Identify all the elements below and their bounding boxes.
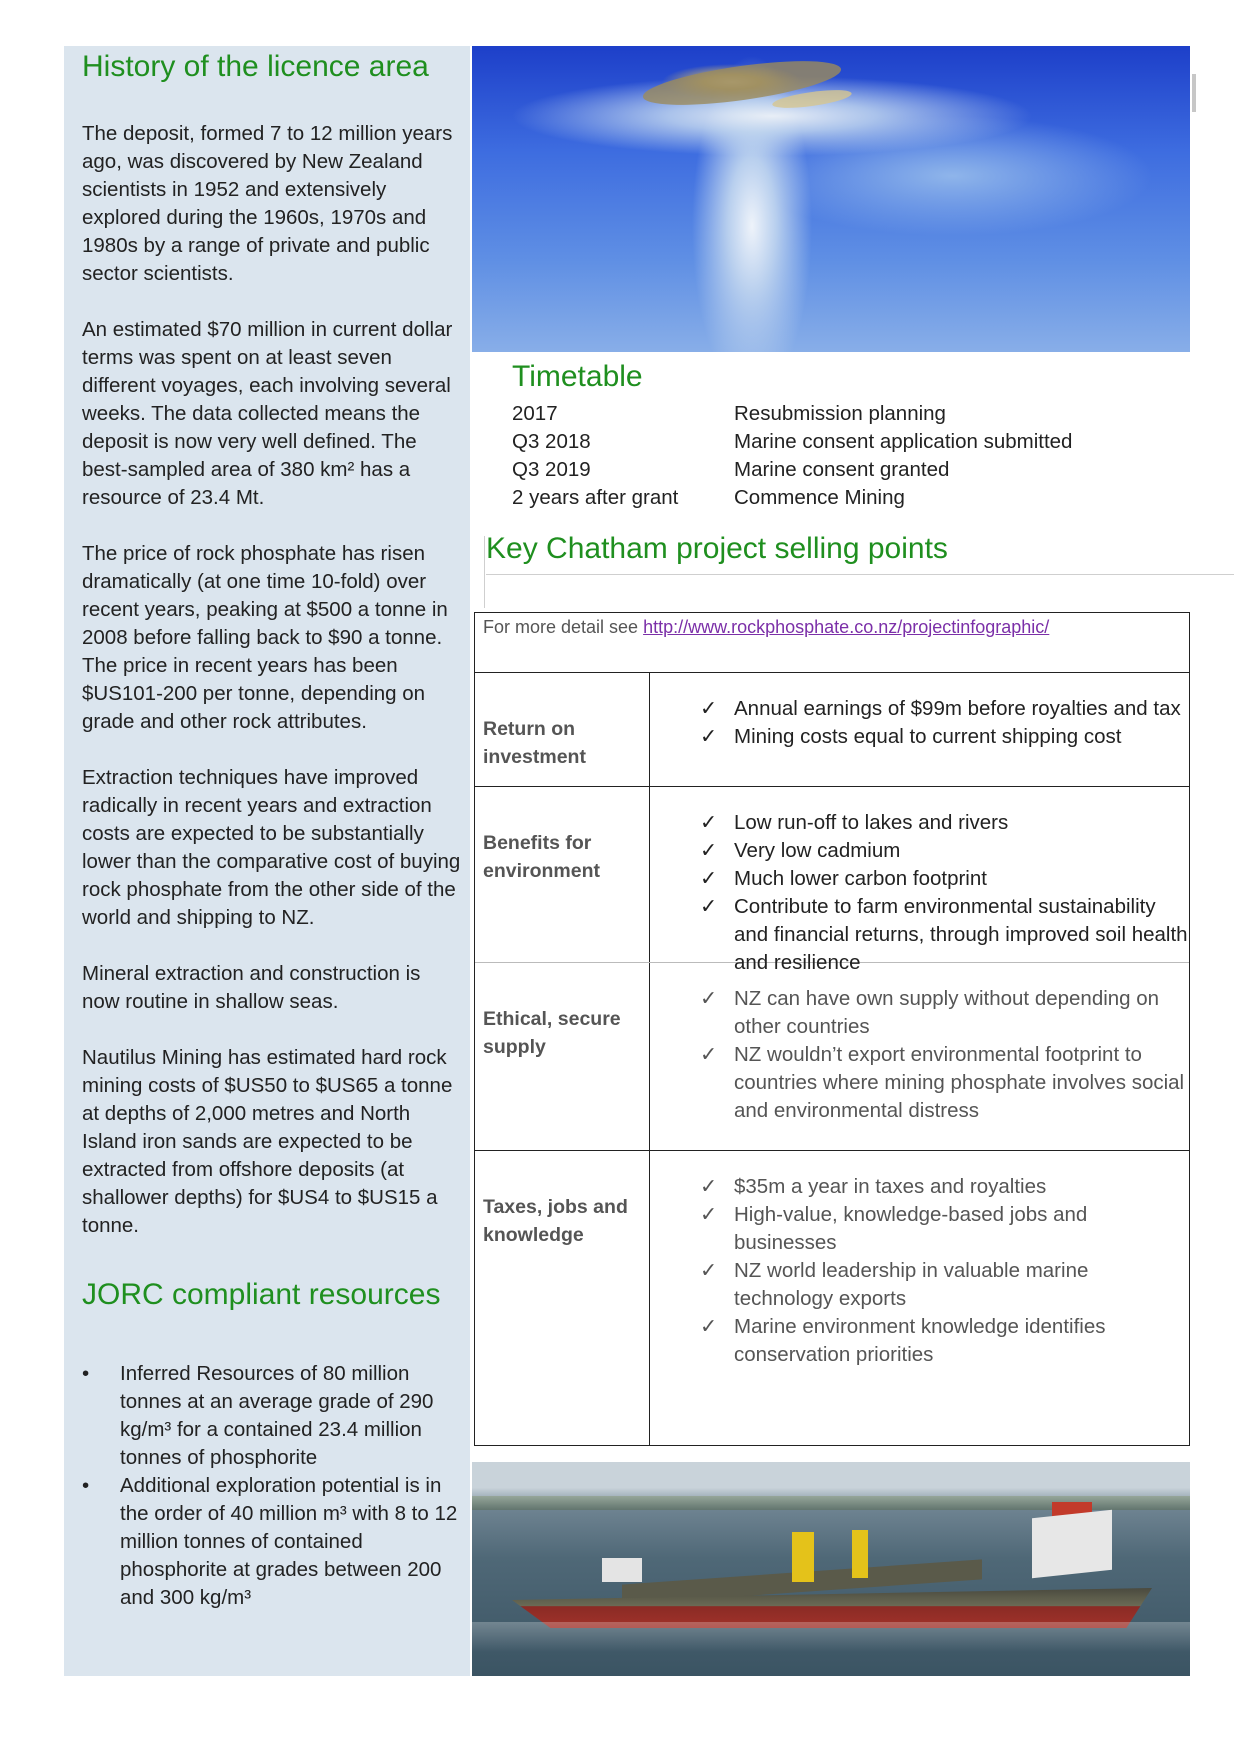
ship-bridge	[1032, 1510, 1112, 1578]
timetable-what: Commence Mining	[734, 486, 905, 509]
timetable-when: 2 years after grant	[512, 486, 679, 509]
row-label: Taxes, jobs and knowledge	[483, 1196, 628, 1246]
ship-crane	[852, 1530, 868, 1578]
checkmark-icon: ✓	[700, 987, 718, 1010]
history-paragraph: Nautilus Mining has estimated hard rock mining costs of $US50 to $US65 a tonne at depths of 2,000 metres and North Island iron sands are expected to be extracted from offshore deposits (at shallower depths) for $US4 to $US15 a tonne.	[82, 1046, 453, 1237]
more-detail-prefix: For more detail see	[483, 617, 644, 637]
bullet-icon: •	[82, 1474, 90, 1497]
list-item	[650, 1041, 1190, 1125]
history-title: History of the licence area	[82, 50, 429, 83]
list-item	[650, 985, 1190, 1041]
row-cell	[649, 1151, 1190, 1445]
list-item	[650, 1313, 1190, 1369]
item-text: Low run-off to lakes and rivers	[734, 811, 1009, 834]
checklist	[650, 695, 1190, 751]
list-item	[650, 837, 1190, 865]
jorc-title: JORC compliant resources	[82, 1278, 441, 1311]
item-text: Very low cadmium	[734, 839, 901, 862]
divider	[486, 574, 1234, 575]
history-paragraph: The deposit, formed 7 to 12 million years ago, was discovered by New Zealand scientists in 1952 and extensively explored during the 1960s, 1970s and 1980s by a range of private and public sector scientists.	[82, 122, 453, 285]
table-row	[475, 1151, 1189, 1445]
checklist	[650, 1173, 1190, 1369]
seafloor-map-image	[472, 46, 1190, 352]
item-text: Contribute to farm environmental sustainability and financial returns, through improved soil health and resilience	[734, 895, 1188, 974]
checkmark-icon: ✓	[700, 1043, 718, 1066]
item-text: NZ wouldn’t export environmental footprint to countries where mining phosphate involves social and environmental distress	[734, 1043, 1185, 1122]
row-cell	[649, 673, 1190, 786]
timetable-what: Marine consent application submitted	[734, 430, 1073, 453]
checkmark-icon: ✓	[700, 839, 718, 862]
table-row	[475, 673, 1189, 787]
list-item	[82, 1472, 462, 1612]
list-item	[650, 1201, 1190, 1257]
item-text: Marine environment knowledge identifies conservation priorities	[734, 1315, 1106, 1366]
selling-points-table	[474, 612, 1190, 1446]
row-cell	[649, 787, 1190, 974]
list-item	[650, 723, 1190, 751]
checkmark-icon: ✓	[700, 725, 718, 748]
checkmark-icon: ✓	[700, 1259, 718, 1282]
list-item	[650, 695, 1190, 723]
item-text: NZ world leadership in valuable marine technology exports	[734, 1259, 1089, 1310]
timetable-title: Timetable	[512, 360, 643, 393]
checkmark-icon: ✓	[700, 811, 718, 834]
scrollbar-handle[interactable]	[1192, 74, 1196, 112]
item-text: Annual earnings of $99m before royalties and tax	[734, 697, 1181, 720]
table-row	[475, 963, 1189, 1151]
checkmark-icon: ✓	[700, 1175, 718, 1198]
row-cell	[649, 963, 1190, 1150]
more-detail-text	[483, 617, 1049, 638]
item-text: NZ can have own supply without depending on other countries	[734, 987, 1160, 1038]
infographic-link[interactable]: http://www.rockphosphate.co.nz/projectinfographic/	[643, 617, 1050, 637]
bullet-text: Additional exploration potential is in the order of 40 million m³ with 8 to 12 million tonnes of contained phosphorite at grades between 200 and 300 kg/m³	[120, 1474, 458, 1609]
ship-crane	[792, 1532, 814, 1582]
list-item	[650, 1173, 1190, 1201]
item-text: Mining costs equal to current shipping cost	[734, 725, 1122, 748]
timetable-when: 2017	[512, 402, 558, 425]
timetable-when: Q3 2018	[512, 430, 591, 453]
checklist	[650, 809, 1190, 977]
item-text: $35m a year in taxes and royalties	[734, 1175, 1047, 1198]
checkmark-icon: ✓	[700, 895, 718, 918]
dredging-ship-image	[472, 1462, 1190, 1676]
list-item	[82, 1360, 462, 1472]
history-body	[82, 120, 462, 1268]
checkmark-icon: ✓	[700, 867, 718, 890]
history-paragraph: Mineral extraction and construction is now routine in shallow seas.	[82, 962, 421, 1013]
table-row	[475, 787, 1189, 974]
history-paragraph: Extraction techniques have improved radically in recent years and extraction costs are expected to be substantially lower than the comparative cost of buying rock phosphate from the other side of the world and shipping to NZ.	[82, 766, 461, 929]
jorc-bullet-list	[82, 1360, 462, 1612]
checkmark-icon: ✓	[700, 697, 718, 720]
divider	[484, 536, 485, 608]
bullet-text: Inferred Resources of 80 million tonnes at an average grade of 290 kg/m³ for a contained 23.4 million tonnes of phosphorite	[120, 1362, 434, 1469]
row-label: Return on investment	[483, 718, 586, 768]
checkmark-icon: ✓	[700, 1203, 718, 1226]
bullet-icon: •	[82, 1362, 90, 1385]
item-text: High-value, knowledge-based jobs and businesses	[734, 1203, 1088, 1254]
item-text: Much lower carbon footprint	[734, 867, 987, 890]
ship-bow-house	[602, 1558, 642, 1582]
checkmark-icon: ✓	[700, 1315, 718, 1338]
row-label: Ethical, secure supply	[483, 1008, 621, 1058]
ship-wake	[472, 1622, 1190, 1652]
checklist	[650, 985, 1190, 1125]
history-paragraph: The price of rock phosphate has risen dramatically (at one time 10-fold) over recent years, peaking at $500 a tonne in 2008 before falling back to $90 a tonne. The price in recent years has been $US101-200 per tonne, depending on grade and other rock attributes.	[82, 542, 448, 733]
list-item	[650, 809, 1190, 837]
row-label: Benefits for environment	[483, 832, 601, 882]
list-item	[650, 865, 1190, 893]
timetable-what: Resubmission planning	[734, 402, 946, 425]
timetable-when: Q3 2019	[512, 458, 591, 481]
history-paragraph: An estimated $70 million in current dollar terms was spent on at least seven different voyages, each involving several weeks. The data collected means the deposit is now very well defined. The best-sampled area of 380 km² has a resource of 23.4 Mt.	[82, 318, 453, 509]
table-header	[475, 613, 1189, 673]
selling-points-title: Key Chatham project selling points	[486, 532, 948, 565]
list-item	[650, 1257, 1190, 1313]
timetable-what: Marine consent granted	[734, 458, 950, 481]
